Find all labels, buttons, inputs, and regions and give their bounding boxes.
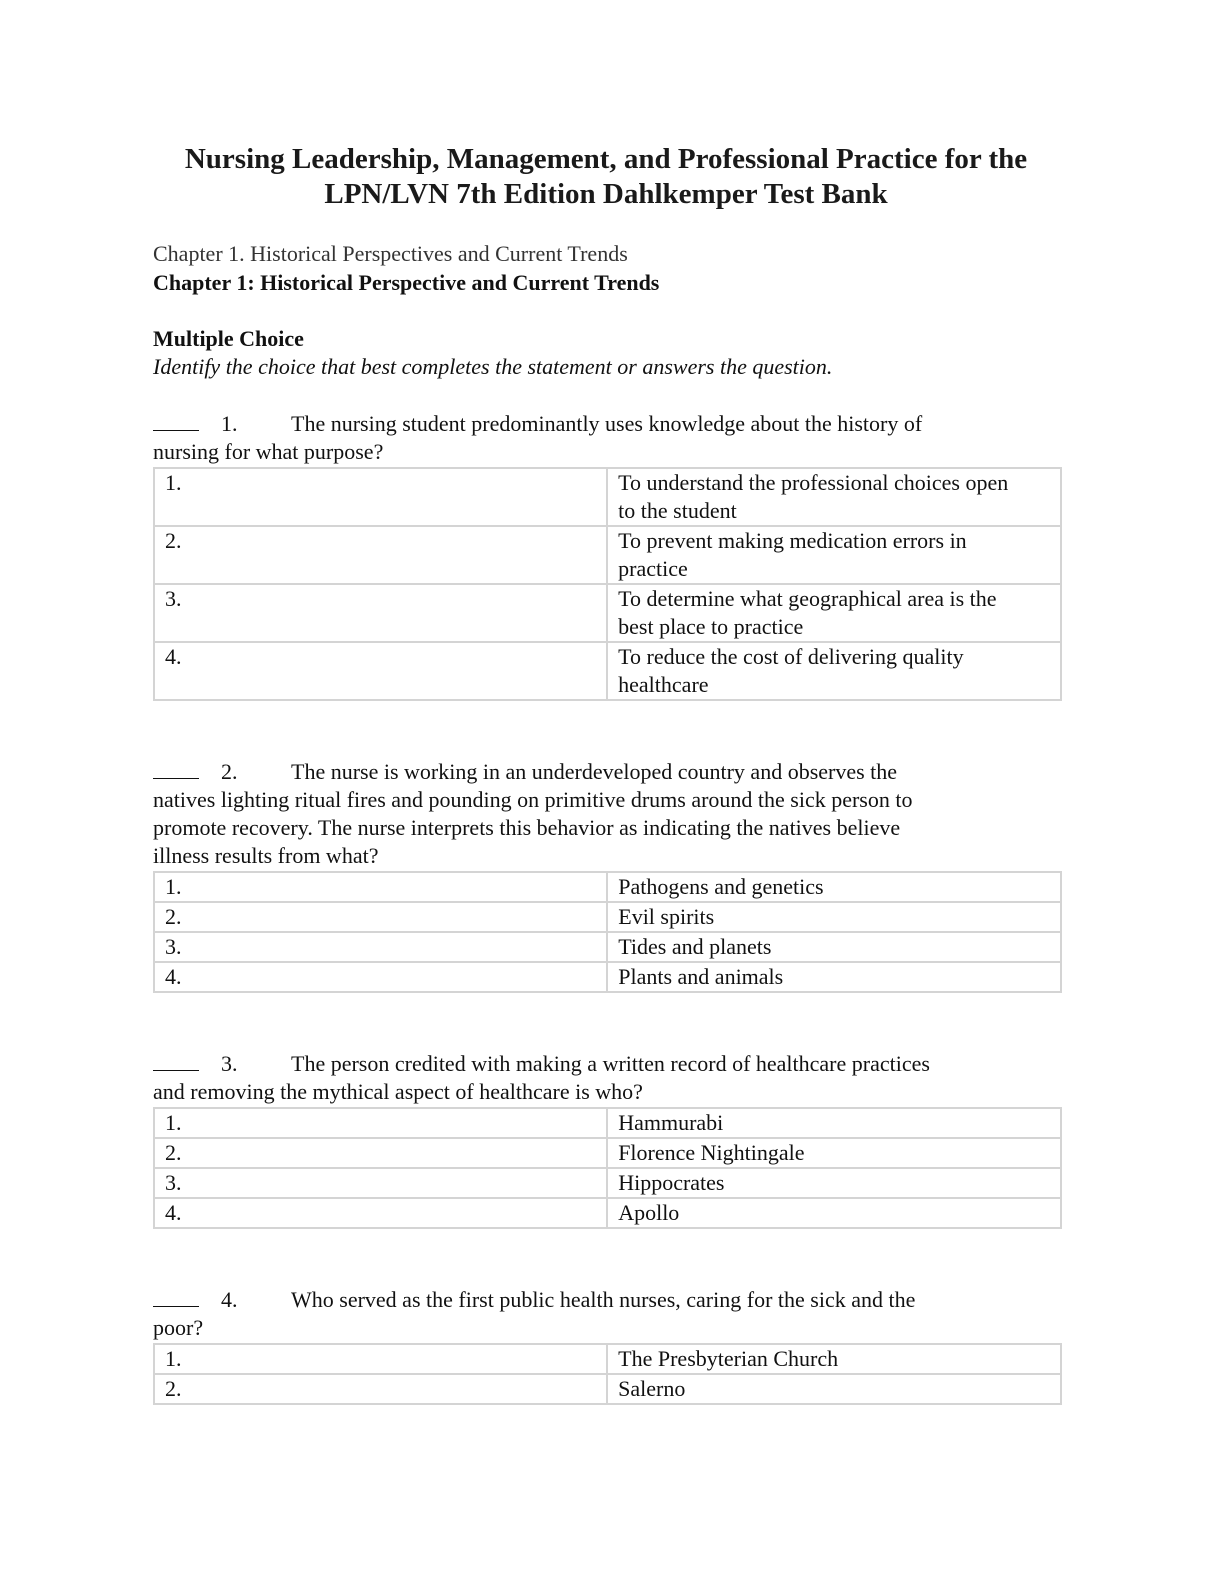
title-line-2: LPN/LVN 7th Edition Dahlkemper Test Bank [324,178,888,210]
choice-row [154,1374,1061,1404]
choice-number: 4. [154,962,607,992]
question-stem-line: and removing the mythical aspect of healthcare is who? [153,1079,643,1104]
choice-number: 2. [154,526,607,584]
choice-number: 1. [154,468,607,526]
choices-table [153,1107,1062,1229]
choice-number: 1. [154,872,607,902]
question-4 [153,1286,1063,1405]
choice-text-line: To reduce the cost of delivering quality [618,644,964,669]
choice-text: The Presbyterian Church [607,1344,1061,1374]
chapter-heading: Chapter 1: Historical Perspective and Current Trends [153,270,660,295]
question-stem-line [153,410,983,438]
choices-table [153,1343,1062,1405]
question-number: 4. [221,1287,238,1312]
choice-text-line: To prevent making medication errors in [618,528,967,553]
choice-row [154,584,1061,642]
question-stem-line: nursing for what purpose? [153,439,384,464]
choice-text-line: to the student [618,498,737,523]
choice-number: 3. [154,584,607,642]
choice-row [154,642,1061,700]
question-number: 3. [221,1051,238,1076]
section-title: Multiple Choice [153,326,304,351]
instructions: Identify the choice that best completes the statement or answers the question. [153,354,833,379]
question-stem-text: The person credited with making a written record of healthcare practices [291,1051,930,1076]
choice-text [607,526,1061,584]
choice-text: Evil spirits [607,902,1061,932]
question-stem-line: poor? [153,1315,204,1340]
choice-text-line: To understand the professional choices open [618,470,1009,495]
answer-blank[interactable] [153,1286,199,1307]
choice-number: 4. [154,642,607,700]
question-1 [153,410,1063,701]
question-stem [153,1050,983,1106]
choice-row [154,872,1061,902]
choices-table [153,871,1062,993]
choice-row [154,526,1061,584]
choice-text: Apollo [607,1198,1061,1228]
question-stem-line: promote recovery. The nurse interprets this behavior as indicating the natives believe [153,815,901,840]
answer-blank[interactable] [153,410,199,431]
question-stem-text: Who served as the first public health nurses, caring for the sick and the [291,1287,916,1312]
choice-number: 2. [154,902,607,932]
choice-text: Hammurabi [607,1108,1061,1138]
choice-row [154,468,1061,526]
title-line-1: Nursing Leadership, Management, and Professional Practice for the [184,143,1028,175]
choice-row [154,902,1061,932]
choice-number: 3. [154,932,607,962]
question-2 [153,758,1063,993]
choice-text-line: best place to practice [618,614,804,639]
question-stem-line [153,1286,983,1314]
question-stem [153,1286,983,1342]
choice-number: 1. [154,1108,607,1138]
choice-text-line: healthcare [618,672,709,697]
choices-table [153,467,1062,701]
choice-row [154,932,1061,962]
choice-text: Salerno [607,1374,1061,1404]
document-title [100,142,1112,212]
question-stem [153,758,983,870]
question-number: 1. [221,411,238,436]
choice-row [154,962,1061,992]
choice-text: Plants and animals [607,962,1061,992]
choice-text: Hippocrates [607,1168,1061,1198]
question-stem-line [153,1050,983,1078]
choice-number: 2. [154,1138,607,1168]
choice-row [154,1344,1061,1374]
choice-number: 4. [154,1198,607,1228]
answer-blank[interactable] [153,1050,199,1071]
question-stem-text: The nurse is working in an underdeveloped country and observes the [291,759,898,784]
choice-number: 3. [154,1168,607,1198]
question-number: 2. [221,759,238,784]
choice-number: 2. [154,1374,607,1404]
choice-text [607,642,1061,700]
question-stem-line [153,758,983,786]
choice-number: 1. [154,1344,607,1374]
choice-text-line: To determine what geographical area is the [618,586,997,611]
question-stem-line: natives lighting ritual fires and pounding on primitive drums around the sick person to [153,787,913,812]
choice-row [154,1138,1061,1168]
chapter-subtitle: Chapter 1. Historical Perspectives and Current Trends [153,241,628,266]
answer-blank[interactable] [153,758,199,779]
choice-row [154,1198,1061,1228]
choice-text-line: practice [618,556,688,581]
choice-text: Florence Nightingale [607,1138,1061,1168]
question-stem-text: The nursing student predominantly uses knowledge about the history of [291,411,923,436]
choice-text: Tides and planets [607,932,1061,962]
choice-text [607,468,1061,526]
choice-row [154,1108,1061,1138]
question-stem [153,410,983,466]
choice-row [154,1168,1061,1198]
question-stem-line: illness results from what? [153,843,379,868]
question-3 [153,1050,1063,1229]
choice-text: Pathogens and genetics [607,872,1061,902]
choice-text [607,584,1061,642]
